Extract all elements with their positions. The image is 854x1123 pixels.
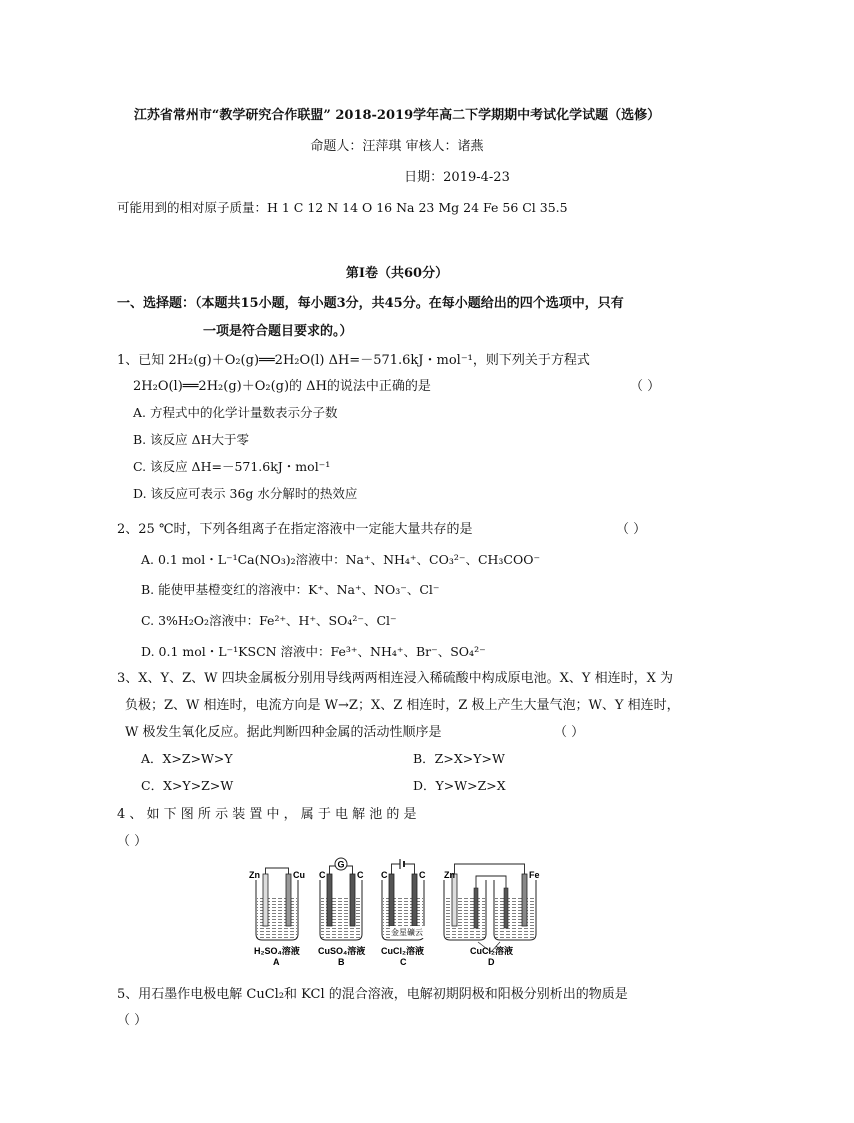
q2-option-b: B. 能使甲基橙变红的溶液中：K⁺、Na⁺、NO₃⁻、Cl⁻ [141,582,440,597]
q3-option-c: C．X>Y>Z>W [141,778,234,793]
q3-stem-line3: W 极发生氧化反应。据此判断四种金属的活动性顺序是 [125,725,442,740]
electrochemistry-apparatus-diagram [248,858,538,970]
q4-stem-line1: 4 、 如 下 图 所 示 装 置 中 ， 属 于 电 解 池 的 是 [117,807,417,822]
section-heading-line1: 一、选择题：（本题共15小题，每小题3分，共45分。在每小题给出的四个选项中，只有 [117,296,624,311]
beaker-label-a: A [273,957,280,967]
q5-stem-line2: （ ） [117,1013,148,1028]
beaker-label-b: B [338,957,345,967]
q3-option-d: D．Y>W>Z>X [413,778,506,793]
beaker-c [381,859,426,967]
q1-stem-line2: 2H₂O(l)══2H₂(g)＋O₂(g)的 ΔH的说法中正确的是 [133,379,431,394]
beaker-b [318,858,365,967]
beaker-d [444,864,540,967]
electrode-label-zn-a: Zn [249,870,260,880]
atomic-masses: 可能用到的相对原子质量：H 1 C 12 N 14 O 16 Na 23 Mg 24 Fe 56 Cl 35.5 [117,200,568,215]
q3-stem-line1: 3、X、Y、Z、W 四块金属板分别用导线两两相连浸入稀硫酸中构成原电池。X、Y 相连时，X 为 [117,671,673,686]
q1-option-d: D. 该反应可表示 36g 水分解时的热效应 [133,486,358,501]
section-title: 第Ⅰ卷（共60分） [345,266,449,281]
q3-option-a: A．X>Z>W>Y [141,751,233,766]
solution-label-b: CuSO₄溶液 [318,946,366,956]
electrode-label-c2-c: C [419,870,426,880]
solution-label-d: CuCl₂溶液 [470,946,513,956]
q1-option-c: C. 该反应 ΔH=－571.6kJ・mol⁻¹ [133,459,331,474]
electrode-label-c1-b: C [319,870,326,880]
exam-title: 江苏省常州市“教学研究合作联盟” 2018-2019学年高二下学期期中考试化学试题（选修） [133,108,661,123]
q1-option-b: B. 该反应 ΔH大于零 [133,432,250,447]
watermark-stamp: 金星礦云 [391,928,423,937]
exam-authors: 命题人：汪萍琪 审核人：诸燕 [310,139,484,154]
q2-answer-bracket: （ ） [616,522,647,537]
q2-option-a: A. 0.1 mol・L⁻¹Ca(NO₃)₂溶液中：Na⁺、NH₄⁺、CO₃²⁻、CH₃COO⁻ [141,552,541,567]
q2-stem: 2、25 ℃时，下列各组离子在指定溶液中一定能大量共存的是 [117,522,473,537]
q2-option-c: C. 3%H₂O₂溶液中：Fe²⁺、H⁺、SO₄²⁻、Cl⁻ [141,613,397,628]
q1-stem-line1: 1、已知 2H₂(g)＋O₂(g)══2H₂O(l) ΔH=－571.6kJ・mol⁻¹，则下列关于方程式 [117,353,590,368]
q1-option-a: A. 方程式中的化学计量数表示分子数 [133,405,338,420]
beaker-a [249,868,305,967]
q3-option-b: B．Z>X>Y>W [413,751,505,766]
q5-stem-line1: 5、用石墨作电极电解 CuCl₂和 KCl 的混合溶液，电解初期阴极和阳极分别析出的物质是 [117,987,628,1002]
solution-label-a: H₂SO₄溶液 [254,946,300,956]
galvanometer-label: G [337,859,345,870]
q4-stem-line2: （ ） [117,834,148,849]
q1-answer-bracket: （ ） [630,379,661,394]
beaker-label-d: D [488,957,495,967]
q3-stem-line2: 负极；Z、W 相连时，电流方向是 W→Z；X、Z 相连时，Z 极上产生大量气泡；W、Y 相连时， [125,698,680,713]
solution-label-c: CuCl₂溶液 [381,946,424,956]
q2-option-d: D. 0.1 mol・L⁻¹KSCN 溶液中：Fe³⁺、NH₄⁺、Br⁻、SO₄²⁻ [141,644,486,659]
section-heading-line2: 一项是符合题目要求的。） [203,324,353,339]
exam-date: 日期：2019-4-23 [404,170,510,185]
beaker-label-c: C [400,957,407,967]
electrode-label-zn-d: Zn [444,870,455,880]
q3-answer-bracket: （ ） [554,725,585,740]
electrode-label-c1-c: C [381,870,388,880]
electrode-label-fe-d: Fe [529,870,540,880]
electrode-label-c2-b: C [357,870,364,880]
electrode-label-cu-a: Cu [293,870,305,880]
